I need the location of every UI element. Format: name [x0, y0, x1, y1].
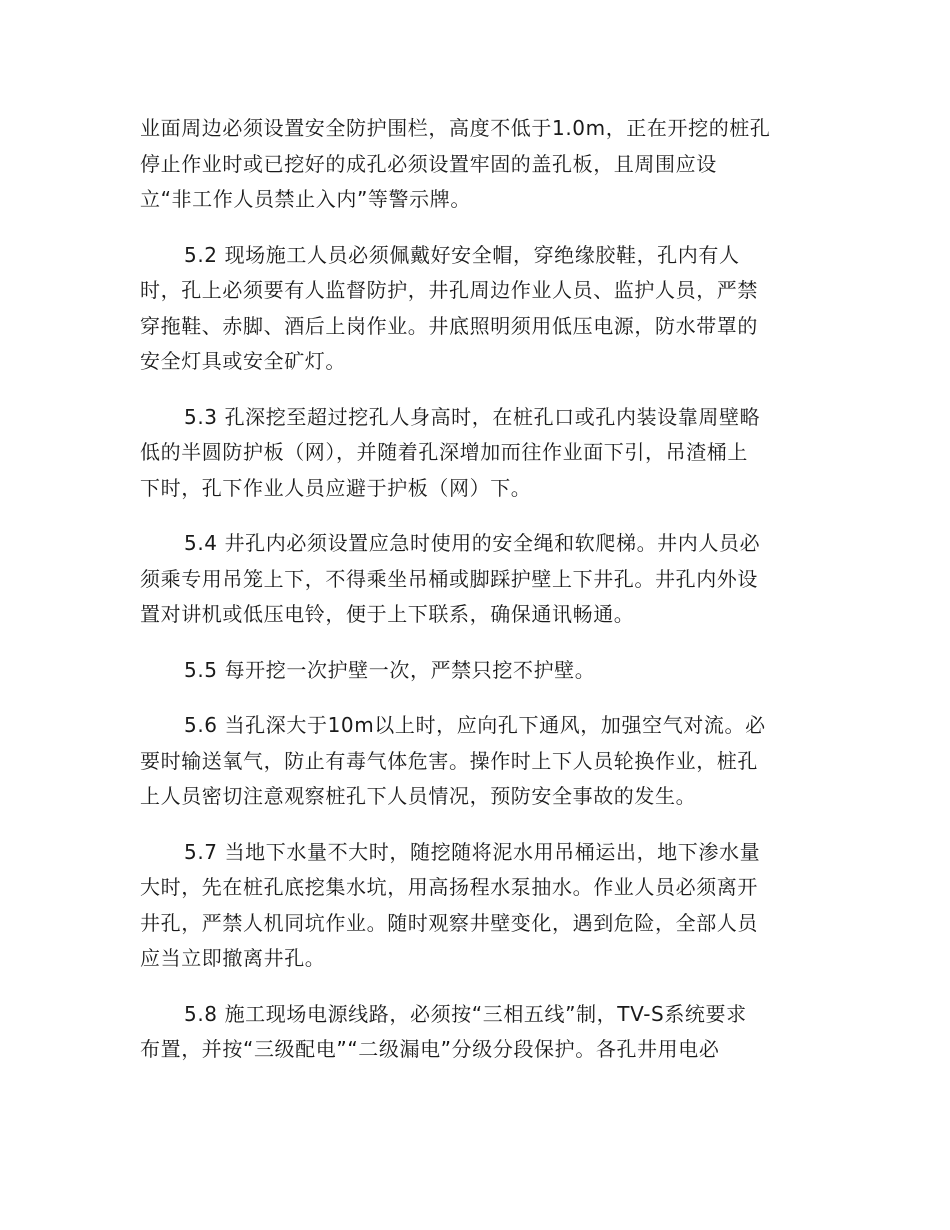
text-line: 下时，孔下作业人员应避于护板（网）下。 [140, 475, 532, 500]
text-line: 应当立即撤离井孔。 [140, 946, 326, 970]
text-line: 5.2 现场施工人员必须佩戴好安全帽，穿绝缘胶鞋，孔内有人 [184, 242, 740, 267]
paragraph-5-4 [140, 526, 800, 633]
paragraph-5-2 [140, 238, 800, 380]
paragraph-5-8 [140, 997, 800, 1068]
text-line: 低的半圆防护板（网），并随着孔深增加而往作业面下引，吊渣桶上 [140, 440, 748, 464]
text-line: 安全灯具或安全矿灯。 [140, 349, 346, 373]
text-line: 5.5 每开挖一次护壁一次，严禁只挖不护壁。 [184, 657, 596, 682]
text-line: 要时输送氧气，防止有毒气体危害。操作时上下人员轮换作业，桩孔 [140, 748, 758, 773]
paragraph-continuation [140, 111, 800, 218]
text-line: 停止作业时或已挖好的成孔必须设置牢固的盖孔板，且周围应设 [140, 151, 717, 176]
text-line: 置对讲机或低压电铃，便于上下联系，确保通讯畅通。 [140, 602, 635, 626]
text-line: 5.7 当地下水量不大时，随挖随将泥水用吊桶运出，地下渗水量 [184, 839, 761, 864]
text-line: 须乘专用吊笼上下，不得乘坐吊桶或脚踩护壁上下井孔。井孔内外设 [140, 566, 758, 591]
text-line: 立“非工作人员禁止入内”等警示牌。 [140, 187, 471, 211]
text-line: 井孔，严禁人机同坑作业。随时观察井壁变化，遇到危险，全部人员 [140, 910, 758, 935]
paragraph-5-3 [140, 400, 800, 507]
text-line: 5.4 井孔内必须设置应急时使用的安全绳和软爬梯。井内人员必 [184, 531, 761, 555]
paragraph-5-7 [140, 835, 800, 977]
paragraph-5-5 [140, 653, 800, 689]
text-line: 时，孔上必须要有人监督防护，井孔周边作业人员、监护人员，严禁 [140, 278, 758, 302]
text-line: 大时，先在桩孔底挖集水坑，用高扬程水泵抽水。作业人员必须离开 [140, 875, 758, 899]
text-line: 穿拖鞋、赤脚、酒后上岗作业。井底照明须用低压电源，防水带罩的 [140, 313, 758, 338]
text-line: 业面周边必须设置安全防护围栏，高度不低于1.0m，正在开挖的桩孔 [140, 116, 771, 140]
text-line: 5.3 孔深挖至超过挖孔人身高时，在桩孔口或孔内装设靠周壁略 [184, 404, 761, 429]
paragraph-5-6 [140, 708, 800, 815]
text-line: 布置，并按“三级配电”“二级漏电”分级分段保护。各孔井用电必 [140, 1037, 720, 1061]
document-body [140, 111, 800, 1068]
text-line: 5.8 施工现场电源线路，必须按“三相五线”制，TV-S系统要求 [184, 1001, 747, 1026]
text-line: 5.6 当孔深大于10m以上时，应向孔下通风，加强空气对流。必 [184, 713, 766, 737]
text-line: 上人员密切注意观察桩孔下人员情况，预防安全事故的发生。 [140, 784, 697, 808]
